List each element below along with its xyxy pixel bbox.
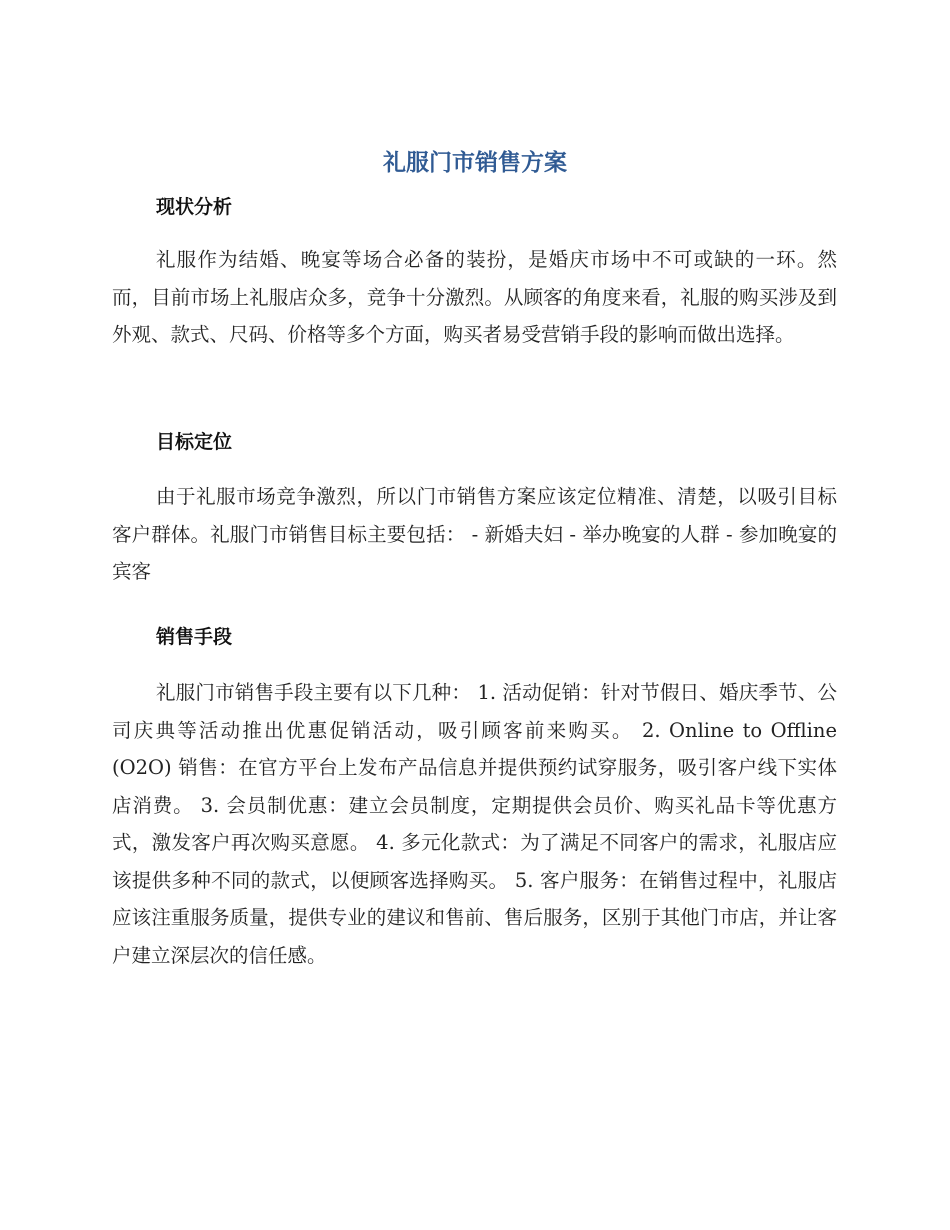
section-body-status-analysis: 礼服作为结婚、晚宴等场合必备的装扮，是婚庆市场中不可或缺的一环。然而，目前市场上礼服店众多，竞争十分激烈。从顾客的角度来看，礼服的购买涉及到外观、款式、尺码、价格等多个方面，购买者易受营销手段的影响而做出选择。 — [112, 248, 837, 346]
document-title: 礼服门市销售方案 — [383, 150, 567, 176]
section-heading-target-positioning: 目标定位 — [156, 431, 233, 453]
section-body-target-positioning: 由于礼服市场竞争激烈，所以门市销售方案应该定位精准、清楚，以吸引目标客户群体。礼服门市销售目标主要包括： - 新婚夫妇 - 举办晚宴的人群 - 参加晚宴的宾客 — [112, 485, 837, 583]
section-body-sales-methods: 礼服门市销售手段主要有以下几种： 1. 活动促销：针对节假日、婚庆季节、公司庆典等活动推出优惠促销活动，吸引顾客前来购买。 2. Online to Offline (O2O) 销售：在官方平台上发布产品信息并提供预约试穿服务，吸引客户线下实体店消费。 3. 会员制优惠：建立会员制度，定期提供会员价、购买礼品卡等优惠方式，激发客户再次购买意愿。 4. 多元化款式：为了满足不同客户的需求，礼服店应该提供多种不同的款式，以便顾客选择购买。 5. 客户服务：在销售过程中，礼服店应该注重服务质量，提供专业的建议和售前、售后服务，区别于其他门市店，并让客户建立深层次的信任感。 — [112, 681, 837, 967]
section-heading-status-analysis: 现状分析 — [156, 196, 233, 218]
section-heading-sales-methods: 销售手段 — [156, 626, 233, 648]
